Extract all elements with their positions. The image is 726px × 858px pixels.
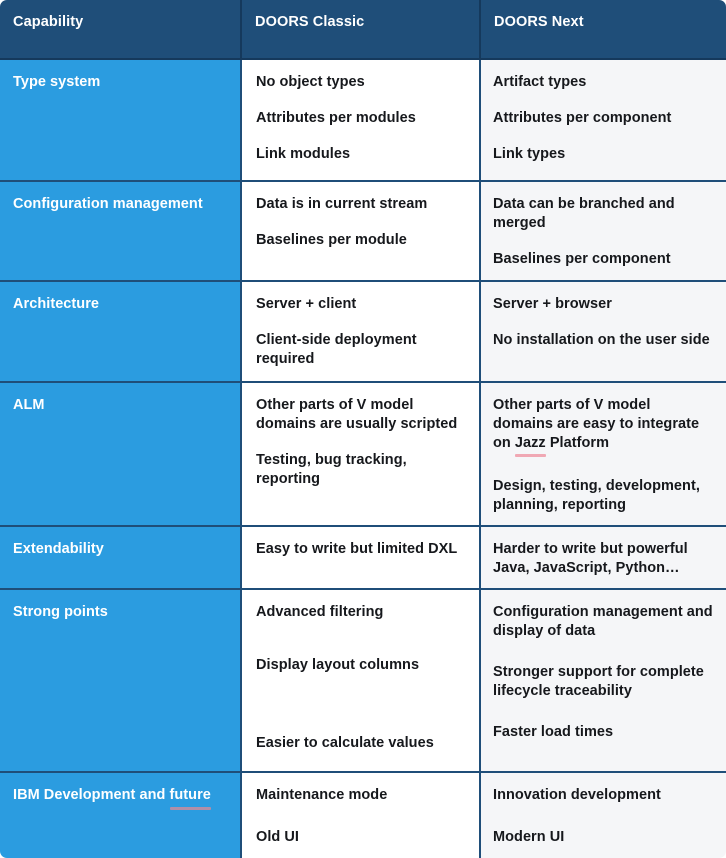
cell-text-suffix: Platform [545,435,610,452]
cell-next-type-system [481,60,726,182]
cell-paragraph: Link types [493,145,566,162]
cell-classic-strong-points [242,590,481,773]
cell-paragraph: Link modules [256,145,351,162]
cell-paragraph: Easier to calculate values [256,735,434,752]
table-row [0,282,726,383]
cell-paragraph: Attributes per modules [256,109,416,126]
table-row [0,383,726,527]
cell-paragraph: Artifact types [493,74,587,90]
cell-paragraph: No installation on the user side [493,331,710,348]
table-row [0,527,726,590]
cell-classic-ibm-development [242,773,481,857]
cell-classic-type-system [242,60,481,182]
row-capability-ibm-development-and-future [0,773,242,857]
row-capability-type-system [0,60,242,182]
cell-paragraph: Design, testing, development, planning, reporting [493,477,700,513]
spellcheck-marked-text-jazz: Jazz [515,434,546,453]
cell-next-extendability [481,527,726,590]
table-row [0,773,726,857]
cell-paragraph: Harder to write but powerful Java, JavaScript, Python… [493,540,688,576]
row-capability-alm [0,383,242,527]
cell-paragraph: Advanced filtering [256,604,384,621]
row-capability-extendability [0,527,242,590]
capability-label-prefix: IBM Development and [13,787,170,804]
cell-next-configuration-management [481,182,726,282]
cell-paragraph: Configuration management and display of data [493,604,713,640]
cell-paragraph: Display layout columns [256,656,420,673]
cell-paragraph: Innovation development [493,787,661,804]
row-capability-configuration-management [0,182,242,282]
cell-paragraph: Server + client [256,296,357,312]
cell-paragraph: Baselines per module [256,231,407,248]
capability-label: Architecture [13,296,100,312]
cell-classic-extendability [242,527,481,590]
cell-paragraph: Easy to write but limited DXL [256,540,458,557]
cell-paragraph: Stronger support for complete lifecycle traceability [493,664,704,700]
cell-classic-configuration-management [242,182,481,282]
cell-next-architecture [481,282,726,383]
cell-next-ibm-development [481,773,726,857]
table-row [0,590,726,773]
table-body [0,60,726,858]
cell-paragraph: Testing, bug tracking, reporting [256,451,407,488]
cell-paragraph: Baselines per component [493,250,671,267]
cell-paragraph: Attributes per component [493,109,672,126]
capability-label: Strong points [13,604,108,621]
cell-paragraph: Faster load times [493,724,614,741]
cell-paragraph: Client-side deployment required [256,331,417,367]
table-row [0,60,726,182]
capability-label: ALM [13,397,45,413]
row-capability-strong-points [0,590,242,773]
cell-paragraph: Data is in current stream [256,196,428,212]
table-row [0,182,726,282]
cell-paragraph: Old UI [256,829,299,846]
capability-label: Configuration management [13,196,203,212]
spellcheck-marked-text-future: future [170,786,211,805]
cell-classic-alm [242,383,481,527]
row-capability-architecture [0,282,242,383]
cell-paragraph: Other parts of V model domains are usually scripted [256,397,458,433]
cell-paragraph: Maintenance mode [256,787,388,804]
column-header-doors-next: DOORS Next [481,0,726,60]
cell-paragraph [493,396,714,453]
cell-next-alm [481,383,726,527]
column-header-capability: Capability [0,0,242,60]
cell-text-prefix: Other parts of V model domains are easy to integrate on [493,397,700,452]
column-header-doors-classic: DOORS Classic [242,0,481,60]
table-header [0,0,726,60]
cell-paragraph: Modern UI [493,829,565,846]
capability-label: Extendability [13,540,104,557]
cell-paragraph: Data can be branched and merged [493,196,675,232]
capability-label: Type system [13,74,101,90]
header-row [0,0,726,60]
cell-paragraph: Server + browser [493,296,612,312]
cell-classic-architecture [242,282,481,383]
cell-paragraph: No object types [256,74,365,90]
cell-next-strong-points [481,590,726,773]
